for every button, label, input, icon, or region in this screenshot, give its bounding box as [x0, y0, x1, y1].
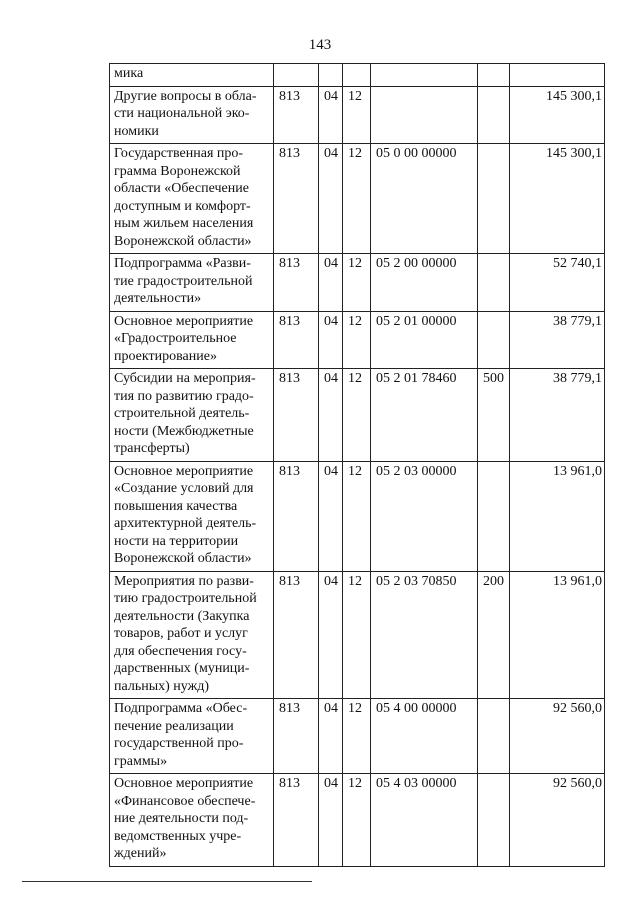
cell-grbs-code: 813 [274, 254, 319, 312]
cell-expense-type [478, 461, 510, 571]
cell-amount: 145 300,1 [510, 144, 605, 254]
cell-amount: 145 300,1 [510, 86, 605, 144]
cell-name: Подпрограмма «Обес-печение реализации государственной про-граммы» [110, 699, 274, 774]
cell-target-article: 05 2 01 78460 [371, 369, 478, 462]
cell-subsection-code: 12 [343, 86, 371, 144]
cell-amount: 13 961,0 [510, 571, 605, 699]
cell-subsection-code: 12 [343, 571, 371, 699]
cell-section-code: 04 [319, 311, 343, 369]
cell-expense-type [478, 64, 510, 87]
cell-name: Другие вопросы в обла-сти национальной эко-номики [110, 86, 274, 144]
cell-amount: 38 779,1 [510, 311, 605, 369]
cell-subsection-code: 12 [343, 369, 371, 462]
cell-grbs-code: 813 [274, 774, 319, 867]
cell-amount: 52 740,1 [510, 254, 605, 312]
cell-target-article [371, 64, 478, 87]
cell-amount: 38 779,1 [510, 369, 605, 462]
cell-target-article: 05 4 03 00000 [371, 774, 478, 867]
cell-subsection-code: 12 [343, 311, 371, 369]
table-row [110, 774, 605, 867]
cell-section-code: 04 [319, 774, 343, 867]
cell-expense-type [478, 86, 510, 144]
cell-section-code: 04 [319, 699, 343, 774]
table-row [110, 571, 605, 699]
cell-grbs-code: 813 [274, 86, 319, 144]
cell-section-code: 04 [319, 254, 343, 312]
cell-target-article: 05 4 00 00000 [371, 699, 478, 774]
cell-subsection-code: 12 [343, 461, 371, 571]
cell-name: Основное мероприятие «Создание условий для повышения качества архитектурной деятель-ности на территории Воронежской области» [110, 461, 274, 571]
cell-amount: 92 560,0 [510, 774, 605, 867]
cell-section-code: 04 [319, 571, 343, 699]
table-row [110, 254, 605, 312]
cell-amount [510, 64, 605, 87]
cell-amount: 13 961,0 [510, 461, 605, 571]
cell-name: Субсидии на мероприя-тия по развитию градо-строительной деятель-ности (Межбюджетные трансферты) [110, 369, 274, 462]
cell-grbs-code: 813 [274, 461, 319, 571]
table-row [110, 311, 605, 369]
cell-target-article: 05 2 03 70850 [371, 571, 478, 699]
cell-expense-type: 200 [478, 571, 510, 699]
cell-section-code [319, 64, 343, 87]
cell-target-article: 05 0 00 00000 [371, 144, 478, 254]
cell-subsection-code [343, 64, 371, 87]
cell-section-code: 04 [319, 461, 343, 571]
table-row [110, 699, 605, 774]
table-row [110, 86, 605, 144]
cell-expense-type [478, 254, 510, 312]
cell-grbs-code [274, 64, 319, 87]
cell-section-code: 04 [319, 86, 343, 144]
cell-section-code: 04 [319, 144, 343, 254]
cell-subsection-code: 12 [343, 774, 371, 867]
cell-subsection-code: 12 [343, 699, 371, 774]
cell-expense-type [478, 699, 510, 774]
cell-target-article: 05 2 03 00000 [371, 461, 478, 571]
cell-expense-type [478, 774, 510, 867]
cell-grbs-code: 813 [274, 369, 319, 462]
table-row [110, 64, 605, 87]
cell-grbs-code: 813 [274, 699, 319, 774]
table-row [110, 144, 605, 254]
cell-target-article: 05 2 01 00000 [371, 311, 478, 369]
table-row [110, 461, 605, 571]
cell-section-code: 04 [319, 369, 343, 462]
cell-name: Основное мероприятие «Градостроительное проектирование» [110, 311, 274, 369]
cell-grbs-code: 813 [274, 144, 319, 254]
cell-name: Государственная про-грамма Воронежской области «Обеспечение доступным и комфорт-ным жильем населения Воронежской области» [110, 144, 274, 254]
cell-subsection-code: 12 [343, 144, 371, 254]
cell-expense-type [478, 144, 510, 254]
cell-grbs-code: 813 [274, 311, 319, 369]
cell-name: мика [110, 64, 274, 87]
cell-name: Подпрограмма «Разви-тие градостроительной деятельности» [110, 254, 274, 312]
table-body [110, 64, 605, 867]
cell-grbs-code: 813 [274, 571, 319, 699]
cell-subsection-code: 12 [343, 254, 371, 312]
page-number: 143 [308, 37, 332, 53]
budget-table [109, 63, 605, 867]
cell-name: Основное мероприятие «Финансовое обеспече-ние деятельности под-ведомственных учре-ждений» [110, 774, 274, 867]
cell-target-article [371, 86, 478, 144]
cell-target-article: 05 2 00 00000 [371, 254, 478, 312]
cell-amount: 92 560,0 [510, 699, 605, 774]
cell-name: Мероприятия по разви-тию градостроительной деятельности (Закупка товаров, работ и услуг для обеспечения госу-дарственных (муници-пальных) нужд) [110, 571, 274, 699]
footer-rule [22, 881, 312, 882]
table-row [110, 369, 605, 462]
cell-expense-type: 500 [478, 369, 510, 462]
cell-expense-type [478, 311, 510, 369]
